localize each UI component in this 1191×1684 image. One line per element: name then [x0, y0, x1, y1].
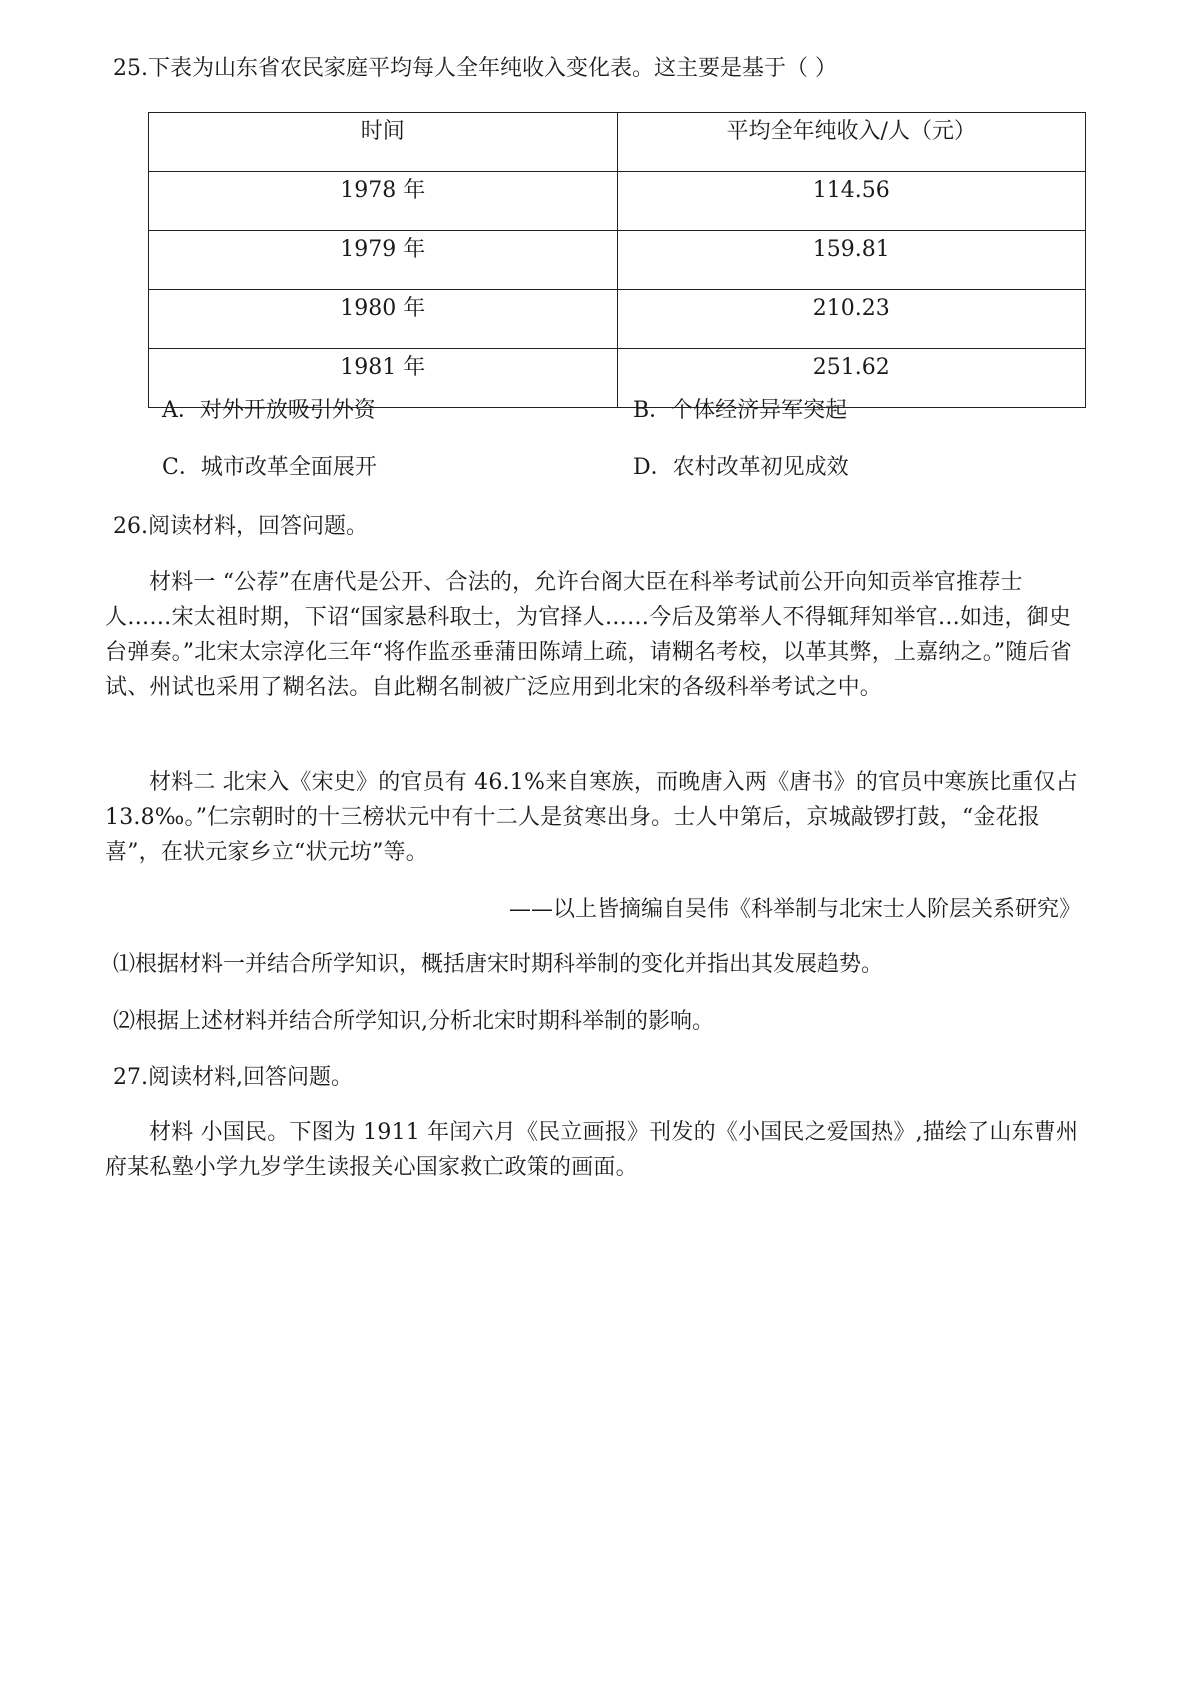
- table-row: [149, 172, 1086, 231]
- cell-income: 251.62: [617, 349, 1086, 408]
- table-row: [149, 290, 1086, 349]
- q26-material-1: 材料一 “公荐”在唐代是公开、合法的，允许台阁大臣在科举考试前公开向知贡举官推荐士人……宋太祖时期，下诏“国家悬科取士，为官择人……今后及第举人不得辄拜知举官…如违，御史台弹奏。”北宋太宗淳化三年“将作监丞垂蒲田陈靖上疏，请糊名考校，以革其弊，上嘉纳之。”随后省试、州试也采用了糊名法。自此糊名制被广泛应用到北宋的各级科举考试之中。: [105, 570, 1072, 700]
- q26-material-2: 材料二 北宋入《宋史》的官员有 46.1%来自寒族，而晚唐入两《唐书》的官员中寒族比重仅占 13.8‰。”仁宗朝时的十三榜状元中有十二人是贫寒出身。士人中第后，京城敲锣打鼓，“金花报喜”，在状元家乡立“状元坊”等。: [105, 770, 1078, 865]
- q26-sub-question-2: ⑵根据上述材料并结合所学知识,分析北宋时期科举制的影响。: [113, 1009, 714, 1034]
- q25-option-d: D．农村改革初见成效: [633, 455, 849, 480]
- header-income: 平均全年纯收入/人（元）: [617, 113, 1086, 172]
- cell-income: 210.23: [617, 290, 1086, 349]
- income-table: [148, 112, 1086, 408]
- table-row: [149, 231, 1086, 290]
- cell-income: 159.81: [617, 231, 1086, 290]
- q26-stem: 26.阅读材料，回答问题。: [113, 514, 368, 539]
- q27-stem: 27.阅读材料,回答问题。: [113, 1065, 353, 1090]
- table-header-row: [149, 113, 1086, 172]
- cell-year: 1981 年: [149, 349, 618, 408]
- q25-option-c: C．城市改革全面展开: [162, 455, 377, 480]
- q25-stem: 25.下表为山东省农民家庭平均每人全年纯收入变化表。这主要是基于（ ）: [113, 56, 837, 81]
- q25-option-a: A．对外开放吸引外资: [162, 398, 376, 423]
- q26-sub-question-1: ⑴根据材料一并结合所学知识，概括唐宋时期科举制的变化并指出其发展趋势。: [113, 952, 884, 977]
- cell-income: 114.56: [617, 172, 1086, 231]
- cell-year: 1980 年: [149, 290, 618, 349]
- q26-source: ——以上皆摘编自吴伟《科举制与北宋士人阶层关系研究》: [508, 897, 1081, 922]
- cell-year: 1978 年: [149, 172, 618, 231]
- cell-year: 1979 年: [149, 231, 618, 290]
- q27-material: 材料 小国民。下图为 1911 年闰六月《民立画报》刊发的《小国民之爱国热》,描绘了山东曹州府某私塾小学九岁学生读报关心国家救亡政策的画面。: [105, 1120, 1079, 1180]
- header-time: 时间: [149, 113, 618, 172]
- q25-option-b: B．个体经济异军突起: [633, 398, 848, 423]
